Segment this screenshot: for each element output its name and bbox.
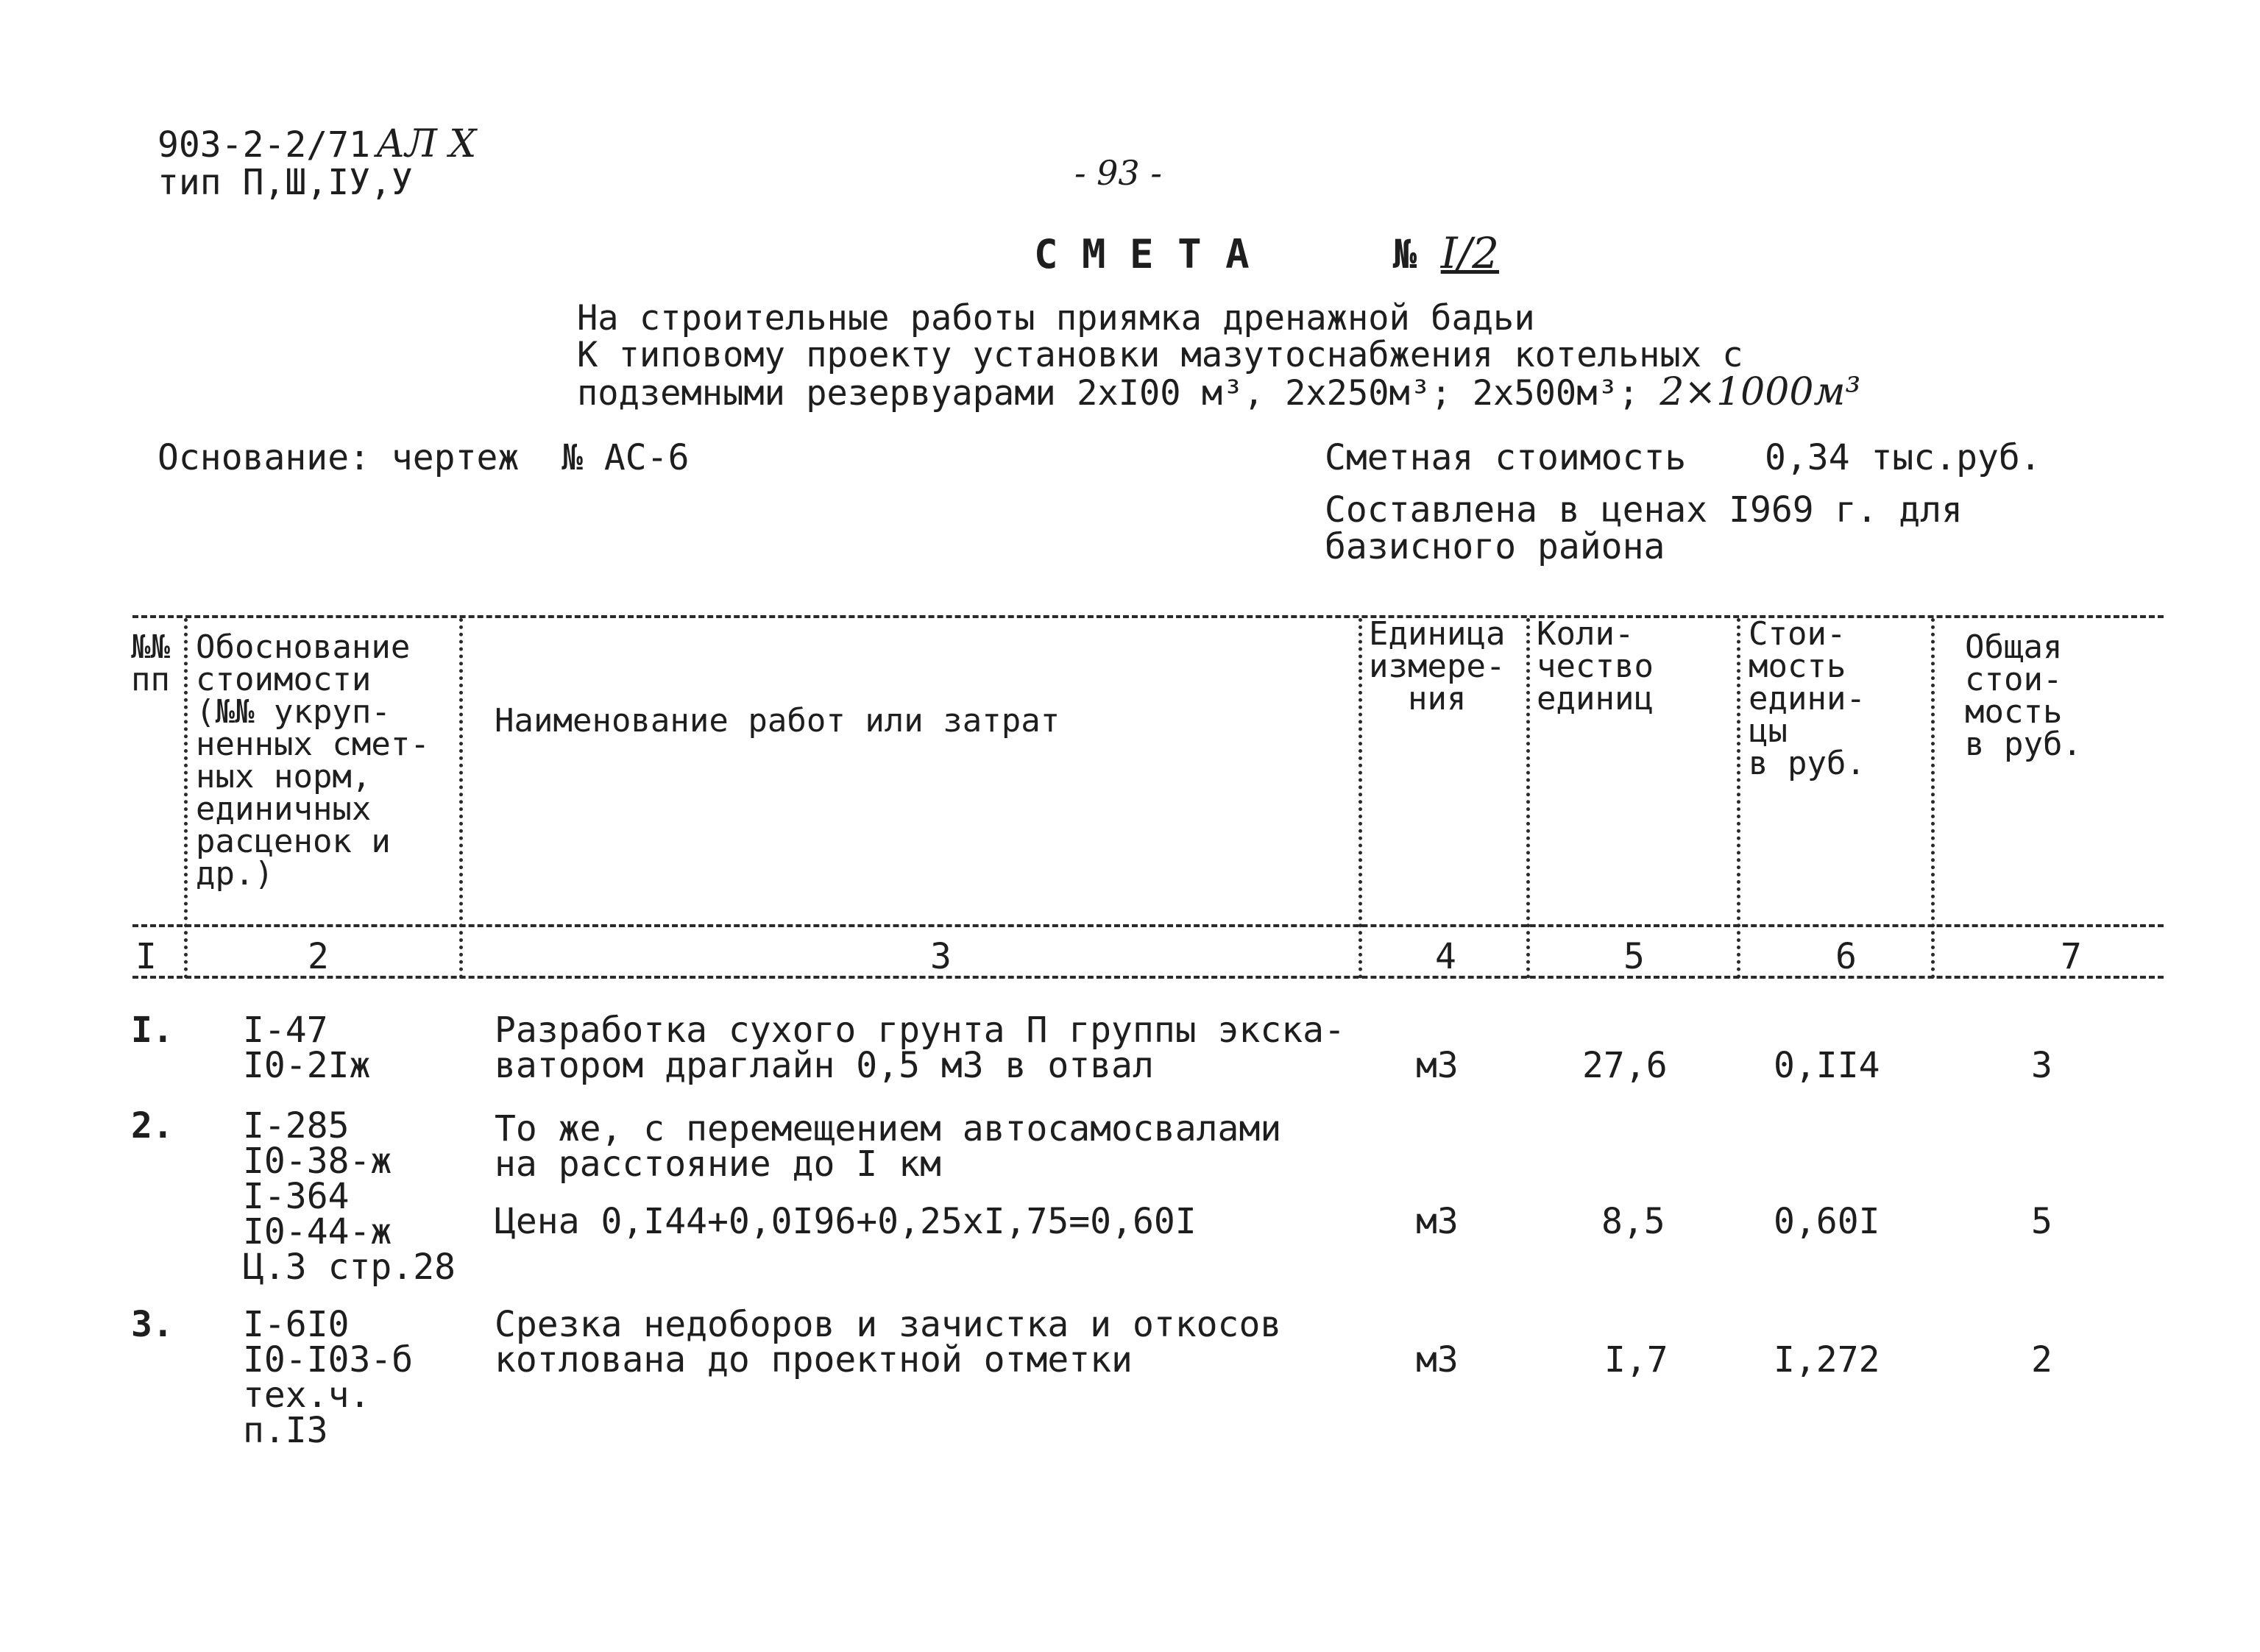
column-number-6: 6 bbox=[1835, 936, 1857, 977]
row-basis: I-47 I0-2Iж bbox=[243, 1010, 371, 1086]
column-number-5: 5 bbox=[1623, 936, 1645, 977]
title-text: С М Е Т А bbox=[1034, 231, 1250, 277]
column-divider-6 bbox=[1931, 618, 1935, 979]
row-work-name: Срезка недоборов и зачистка и откосов котлована до проектной отметки bbox=[495, 1304, 1282, 1380]
row-price-formula: Цена 0,I44+0,0I96+0,25хI,75=0,60I bbox=[495, 1201, 1197, 1242]
column-number-1: I bbox=[135, 936, 157, 977]
row-total: 2 bbox=[2031, 1339, 2052, 1380]
row-number: I. bbox=[131, 1010, 174, 1051]
subtitle-line-2: К типовому проекту установки мазутоснабжения котельных с bbox=[577, 335, 1743, 375]
basis-line: Основание: чертеж № АС-6 bbox=[157, 437, 690, 478]
column-header-unit: Единица измере- ния bbox=[1369, 615, 1506, 717]
cost-label: Сметная стоимость bbox=[1325, 437, 1687, 478]
subtitle-line-1: На строительные работы приямка дренажной бадьи bbox=[577, 298, 1535, 338]
title-number-prefix: № bbox=[1392, 231, 1417, 277]
row-basis: I-285 I0-38-ж I-364 I0-44-ж Ц.3 стр.28 bbox=[243, 1105, 456, 1288]
row-unit-cost: I,272 bbox=[1774, 1339, 1880, 1380]
row-unit: м3 bbox=[1416, 1045, 1459, 1086]
price-basis-line-2: базисного района bbox=[1325, 526, 1665, 567]
row-work-name: Разработка сухого грунта П группы экска- ватором драглайн 0,5 м3 в отвал bbox=[495, 1010, 1345, 1086]
column-number-rule bbox=[132, 976, 2164, 979]
price-basis-line-1: Составлена в ценах I969 г. для bbox=[1325, 489, 1963, 531]
column-divider-3 bbox=[1359, 618, 1362, 979]
header-bottom-rule bbox=[132, 924, 2164, 927]
row-work-name: То же, с перемещением автосамосвалами на расстояние до I км bbox=[495, 1108, 1282, 1185]
cost-value: 0,34 тыс.руб. bbox=[1765, 437, 2041, 478]
column-header-unit-cost: Стои- мость едини- цы в руб. bbox=[1749, 615, 1866, 782]
column-header-quantity: Коли- чество единиц bbox=[1537, 615, 1654, 717]
column-divider-1 bbox=[184, 618, 188, 979]
row-unit-cost: 0,60I bbox=[1774, 1201, 1880, 1242]
column-number-2: 2 bbox=[308, 936, 329, 977]
page-number: - 93 - bbox=[1074, 153, 1162, 193]
row-total: 5 bbox=[2031, 1201, 2052, 1242]
row-total: 3 bbox=[2031, 1045, 2052, 1086]
column-header-name: Наименование работ или затрат bbox=[495, 702, 1060, 740]
price-basis bbox=[1325, 489, 1963, 567]
row-basis: I-6I0 I0-I03-б тех.ч. п.I3 bbox=[243, 1304, 414, 1451]
row-quantity: I,7 bbox=[1604, 1339, 1668, 1380]
handwritten-note: АЛ X bbox=[375, 122, 477, 166]
column-divider-2 bbox=[459, 618, 463, 979]
row-unit-cost: 0,II4 bbox=[1774, 1045, 1880, 1086]
column-header-basis: Обоснование стоимости (№№ укруп- ненных смет- ных норм, единичных расценок и др.) bbox=[196, 628, 430, 893]
column-number-7: 7 bbox=[2061, 936, 2082, 977]
row-quantity: 8,5 bbox=[1601, 1201, 1665, 1242]
page-title bbox=[1034, 228, 1499, 278]
document-code-text: 903-2-2/71 bbox=[157, 124, 370, 166]
subtitle-handwritten-addition: 2×1000м³ bbox=[1659, 370, 1861, 414]
column-header-number: №№ пп bbox=[131, 628, 170, 698]
document-types: тип П,Ш,IУ,У bbox=[157, 162, 413, 203]
column-divider-4 bbox=[1526, 618, 1530, 979]
subtitle-line-3: подземными резервуарами 2хI00 м³, 2х250м³; 2х500м³; bbox=[577, 373, 1640, 414]
row-number: 2. bbox=[131, 1105, 174, 1146]
estimate-subtitle bbox=[577, 300, 1860, 412]
row-number: 3. bbox=[131, 1304, 174, 1345]
row-quantity: 27,6 bbox=[1582, 1045, 1668, 1086]
row-unit: м3 bbox=[1416, 1339, 1459, 1380]
column-number-4: 4 bbox=[1435, 936, 1456, 977]
row-unit: м3 bbox=[1416, 1201, 1459, 1242]
column-number-3: 3 bbox=[930, 936, 952, 977]
column-divider-5 bbox=[1737, 618, 1740, 979]
title-number: I/2 bbox=[1440, 228, 1500, 278]
column-header-total-cost: Общая стои- мость в руб. bbox=[1965, 628, 2082, 763]
document-code bbox=[157, 124, 476, 166]
